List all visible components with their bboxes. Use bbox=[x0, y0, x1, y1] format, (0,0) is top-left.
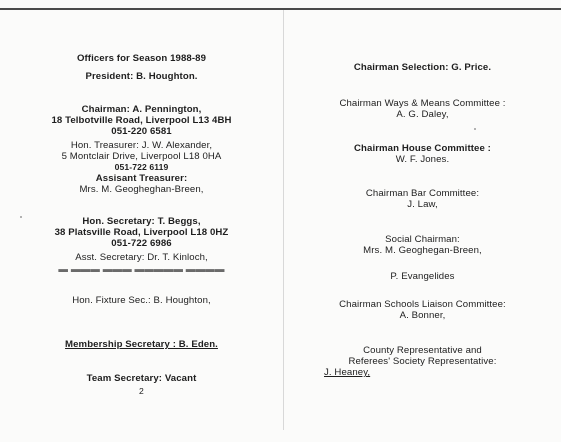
membership-secretary-line: Membership Secretary : B. Eden. bbox=[65, 339, 218, 350]
house-committee-name: W. F. Jones. bbox=[395, 154, 450, 165]
president-line: President: B. Houghton. bbox=[85, 71, 198, 82]
schools-liaison-title: Chairman Schools Liaison Committee: bbox=[339, 299, 506, 310]
county-rep-line1: County Representative and bbox=[363, 345, 482, 356]
cut-off-text: ▬ ▬▬▬ ▬▬▬ ▬▬▬▬▬ ▬▬▬▬ bbox=[58, 264, 225, 275]
social-chairman-name: Mrs. M. Geoghegan-Breen, bbox=[363, 245, 482, 256]
team-secretary-line: Team Secretary: Vacant bbox=[86, 373, 197, 384]
fixture-sec-line: Hon. Fixture Sec.: B. Houghton, bbox=[72, 295, 211, 306]
chairman-phone: 051-220 6581 bbox=[111, 126, 172, 137]
right-page bbox=[284, 0, 561, 442]
chairman-line: Chairman: A. Pennington, bbox=[81, 104, 202, 115]
bar-committee-title: Chairman Bar Committee: bbox=[365, 188, 480, 199]
evangelides-line: P. Evangelides bbox=[390, 271, 455, 282]
schools-liaison-name: A. Bonner, bbox=[399, 310, 446, 321]
county-rep-name: J. Heaney, bbox=[324, 367, 371, 378]
assistant-treasurer-title: Assisant Treasurer: bbox=[95, 173, 188, 184]
chairman-address: 18 Telbotville Road, Liverpool L13 4BH bbox=[51, 115, 232, 126]
ways-means-name: A. G. Daley, bbox=[396, 109, 449, 120]
selection-line: Chairman Selection: G. Price. bbox=[353, 62, 492, 73]
social-chairman-title: Social Chairman: bbox=[385, 234, 460, 245]
secretary-address: 38 Platsville Road, Liverpool L18 0HZ bbox=[54, 227, 229, 238]
treasurer-line: Hon. Treasurer: J. W. Alexander, bbox=[70, 140, 213, 151]
treasurer-address: 5 Montclair Drive, Liverpool L18 0HA bbox=[61, 151, 222, 162]
season-title: Officers for Season 1988-89 bbox=[76, 53, 207, 64]
assistant-treasurer-name: Mrs. M. Geogheghan-Breen, bbox=[79, 184, 204, 195]
speck bbox=[474, 128, 476, 130]
bar-committee-name: J. Law, bbox=[407, 199, 438, 210]
secretary-line: Hon. Secretary: T. Beggs, bbox=[82, 216, 201, 227]
treasurer-phone: 051-722 6119 bbox=[114, 162, 169, 172]
ways-means-title: Chairman Ways & Means Committee : bbox=[339, 98, 506, 109]
asst-secretary-line: Asst. Secretary: Dr. T. Kinloch, bbox=[75, 252, 208, 263]
house-committee-title: Chairman House Committee : bbox=[354, 143, 491, 154]
county-rep-line2: Referees' Society Representative: bbox=[348, 356, 497, 367]
speck bbox=[20, 216, 22, 218]
secretary-phone: 051-722 6986 bbox=[111, 238, 172, 249]
page-number: 2 bbox=[139, 386, 144, 396]
